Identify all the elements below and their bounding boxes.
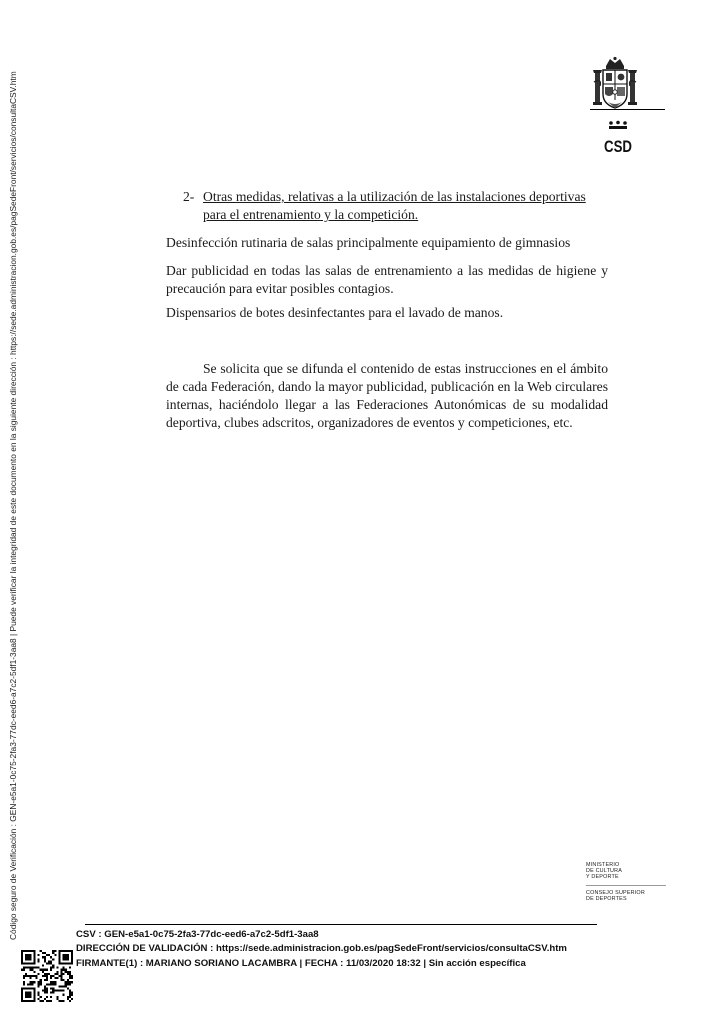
item-number: 2-	[183, 189, 195, 204]
item-heading: Otras medidas, relativas a la utilización de las instalaciones deportivas para el entrenamiento y la competición.	[203, 189, 586, 222]
footer-csv: CSV : GEN-e5a1-0c75-2fa3-77dc-eed6-a7c2-5df1-3aa8	[76, 929, 319, 940]
coat-of-arms-icon	[592, 56, 638, 114]
footer-divider	[85, 924, 597, 925]
ministry-line: Y DEPORTE	[586, 874, 619, 881]
verification-side-text: Código seguro de Verificación : GEN-e5a1-0c75-2fa3-77dc-eed6-a7c2-5df1-3aa8 | Puede verificar la integridad de este documento en la siguiente dirección : https://sede.administracion.gob.es/pagSedeFront/servicios/consultaCSV.htm	[8, 71, 18, 940]
qr-code-icon	[21, 950, 73, 1002]
footer-validation-url: DIRECCIÓN DE VALIDACIÓN : https://sede.administracion.gob.es/pagSedeFront/servicios/consultaCSV.htm	[76, 943, 567, 954]
footer-signer: FIRMANTE(1) : MARIANO SORIANO LACAMBRA | FECHA : 11/03/2020 18:32 | Sin acción específica	[76, 958, 526, 969]
paragraph: Se solicita que se difunda el contenido de estas instrucciones en el ámbito de cada Federación, dando la mayor publicidad, publicación en la Web circulares internas, haciéndolo llegar a las Federaciones Autonómicas de su modalidad deportiva, clubes adscritos, organizadores de eventos y competiciones, etc.	[166, 361, 608, 430]
ministry-line: DE CULTURA	[586, 868, 623, 875]
ministry-line: MINISTERIO	[586, 862, 620, 868]
ministry-line: CONSEJO SUPERIOR	[586, 889, 645, 896]
ministry-line: DE DEPORTES	[586, 895, 627, 902]
csd-logo	[603, 120, 633, 156]
paragraph: Dispensarios de botes desinfectantes para el lavado de manos.	[166, 305, 504, 320]
paragraph: Desinfección rutinaria de salas principalmente equipamiento de gimnasios	[166, 235, 571, 250]
ministry-divider	[586, 885, 666, 886]
paragraph: Dar publicidad en todas las salas de entrenamiento a las medidas de higiene y precaución para evitar posibles contagios.	[166, 263, 608, 296]
logo-divider	[590, 109, 665, 110]
ministry-logo	[586, 862, 666, 902]
csd-logo-text: CSD	[604, 137, 632, 156]
